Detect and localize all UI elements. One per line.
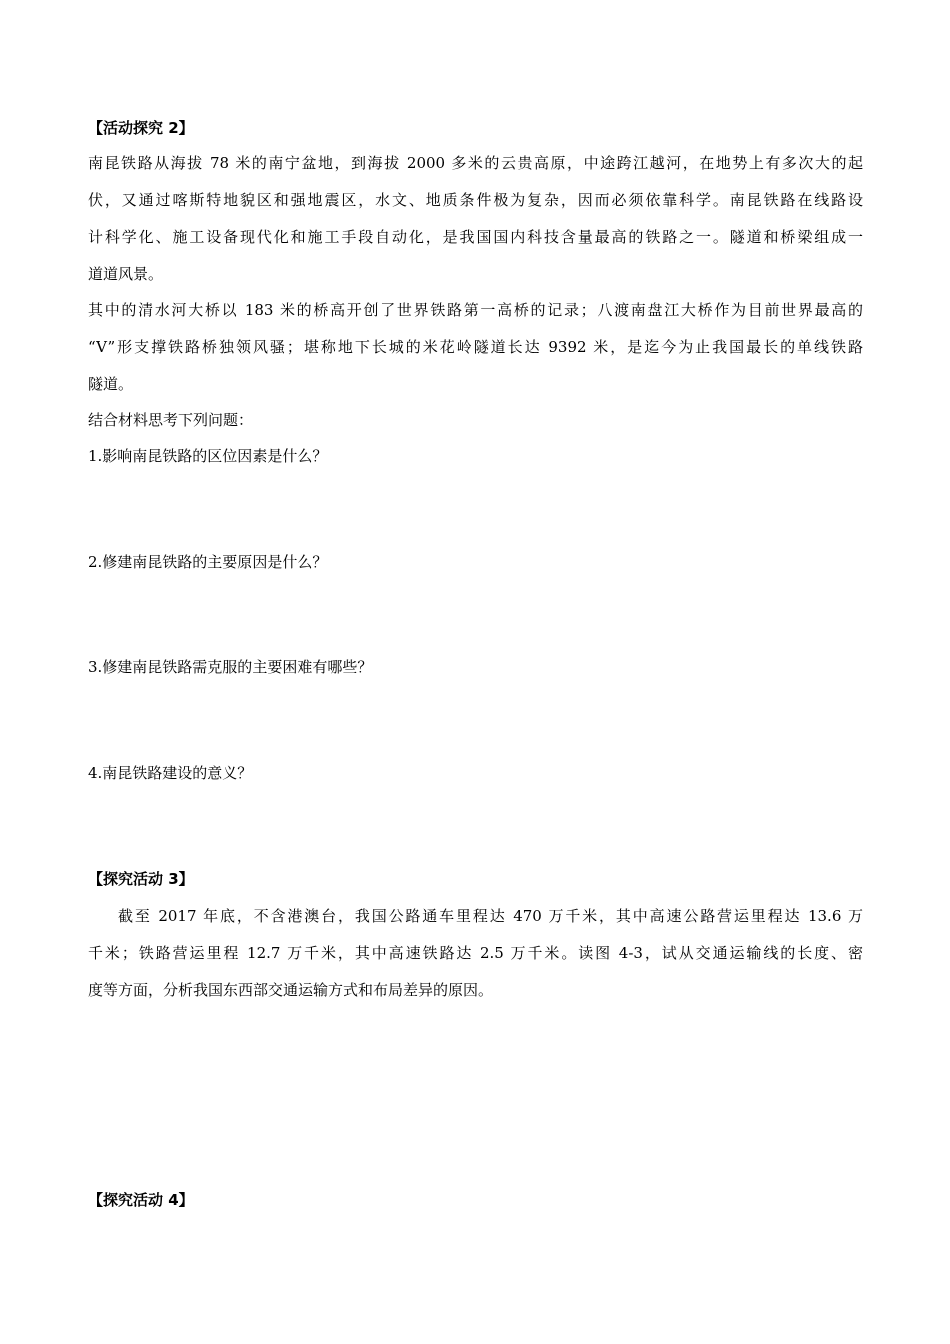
activity-3-line-1: 截至 2017 年底，不含港澳台，我国公路通车里程达 470 万千米，其中高速公路营运里程达 13.6 万 [118,907,863,925]
question-2: 2.修建南昆铁路的主要原因是什么？ [88,553,328,571]
material-line-5: 其中的清水河大桥以 183 米的桥高开创了世界铁路第一高桥的记录；八渡南盘江大桥作为目前世界最高的 [88,301,863,319]
material-line-7: 隧道。 [88,375,134,393]
activity-2-heading: 【活动探究 2】 [88,119,194,137]
material-line-4: 道道风景。 [88,265,164,283]
material-line-1: 南昆铁路从海拔 78 米的南宁盆地，到海拔 2000 多米的云贵高原，中途跨江越河，在地势上有多次大的起 [88,154,863,172]
material-line-6: “V”形支撑铁路桥独领风骚；堪称地下长城的米花岭隧道长达 9392 米，是迄今为止我国最长的单线铁路 [88,338,863,356]
question-1: 1.影响南昆铁路的区位因素是什么？ [88,447,328,465]
activity-3-line-3: 度等方面，分析我国东西部交通运输方式和布局差异的原因。 [88,981,494,999]
question-prompt: 结合材料思考下列问题： [88,411,254,429]
material-line-3: 计科学化、施工设备现代化和施工手段自动化，是我国国内科技含量最高的铁路之一。隧道和桥梁组成一 [88,228,863,246]
activity-3-heading: 【探究活动 3】 [88,870,194,888]
question-3: 3.修建南昆铁路需克服的主要困难有哪些？ [88,658,373,676]
activity-3-line-2: 千米；铁路营运里程 12.7 万千米，其中高速铁路达 2.5 万千米。读图 4-3，试从交通运输线的长度、密 [88,944,863,962]
activity-4-heading: 【探究活动 4】 [88,1191,194,1209]
question-4: 4.南昆铁路建设的意义？ [88,764,253,782]
material-line-2: 伏，又通过喀斯特地貌区和强地震区，水文、地质条件极为复杂，因而必须依靠科学。南昆铁路在线路设 [88,191,863,209]
